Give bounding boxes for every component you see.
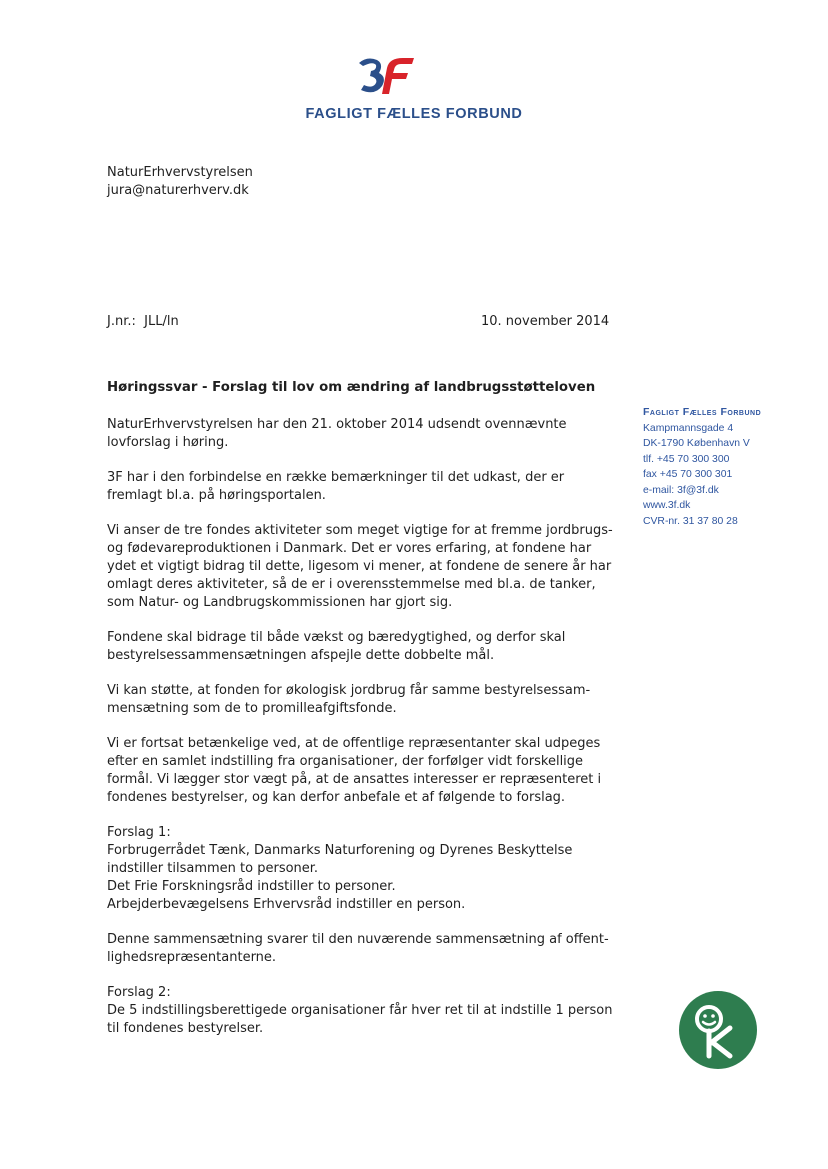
- letter-subject: Høringssvar - Forslag til lov om ændring af landbrugsstøtteloven: [107, 380, 596, 395]
- paragraph-line: som Natur- og Landbrugskommissionen har gjort sig.: [107, 595, 453, 610]
- paragraph-line: ydet et vigtigt bidrag til dette, ligesom vi mener, at fondene de senere år har: [107, 559, 612, 574]
- paragraph-line: NaturErhvervstyrelsen har den 21. oktober 2014 udsendt ovennævnte: [107, 417, 567, 432]
- paragraph: [107, 931, 617, 967]
- paragraph-line: De 5 indstillingsberettigede organisationer får hver ret til at indstille 1 person: [107, 1003, 613, 1018]
- paragraph-line: Forslag 1:: [107, 825, 171, 840]
- paragraph-line: Vi anser de tre fondes aktiviteter som meget vigtige for at fremme jordbrugs-: [107, 523, 613, 538]
- organization-name: FAGLIGT FÆLLES FORBUND: [305, 106, 523, 122]
- paragraph-line: Denne sammensætning svarer til den nuværende sammensætning af offent-: [107, 932, 609, 947]
- paragraph: [107, 522, 617, 612]
- sender-cvr: CVR-nr. 31 37 80 28: [643, 515, 738, 527]
- sender-organization: Fagligt Fælles Forbund: [643, 406, 762, 418]
- sender-email: e-mail: 3f@3f.dk: [643, 484, 719, 496]
- sender-city: DK-1790 København V: [643, 438, 750, 449]
- recipient-block: [107, 164, 253, 200]
- paragraph: [107, 469, 617, 505]
- paragraph: [107, 984, 617, 1038]
- paragraph-line: Det Frie Forskningsråd indstiller to personer.: [107, 879, 396, 894]
- journal-reference: J.nr.: JLL/ln: [107, 314, 179, 329]
- sender-address-block: [643, 405, 761, 529]
- recipient-name: NaturErhvervstyrelsen: [107, 165, 253, 180]
- paragraph-line: 3F har i den forbindelse en række bemærkninger til det udkast, der er: [107, 470, 565, 485]
- paragraph-line: omlagt deres aktiviteter, så de er i overensstemmelse med bl.a. de tanker,: [107, 577, 596, 592]
- letter-body: [107, 416, 617, 1055]
- paragraph-line: mensætning som de to promilleafgiftsfonde.: [107, 701, 397, 716]
- ok-badge: [678, 990, 758, 1070]
- paragraph-line: til fondenes bestyrelser.: [107, 1021, 264, 1036]
- sender-phone: tlf. +45 70 300 300: [643, 453, 730, 465]
- paragraph-line: lovforslag i høring.: [107, 435, 229, 450]
- paragraph-line: lighedsrepræsentanterne.: [107, 950, 277, 965]
- ok-smiley-icon: [678, 990, 758, 1070]
- paragraph-line: Fondene skal bidrage til både vækst og bæredygtighed, og derfor skal: [107, 630, 566, 645]
- paragraph-line: indstiller tilsammen to personer.: [107, 861, 319, 876]
- paragraph-line: Forslag 2:: [107, 985, 171, 1000]
- paragraph-line: Vi er fortsat betænkelige ved, at de offentlige repræsentanter skal udpeges: [107, 736, 601, 751]
- letter-date: 10. november 2014: [481, 314, 610, 329]
- paragraph-line: bestyrelsessammensætningen afspejle dette dobbelte mål.: [107, 648, 495, 663]
- paragraph: [107, 629, 617, 665]
- 3f-logo-icon: [355, 54, 417, 98]
- paragraph-line: Forbrugerrådet Tænk, Danmarks Naturforening og Dyrenes Beskyttelse: [107, 843, 573, 858]
- sender-street: Kampmannsgade 4: [643, 422, 734, 434]
- paragraph: [107, 682, 617, 718]
- paragraph-line: efter en samlet indstilling fra organisationer, der forfølger vidt forskellige: [107, 754, 584, 769]
- paragraph-line: Arbejderbevægelsens Erhvervsråd indstiller en person.: [107, 897, 466, 912]
- sender-fax: fax +45 70 300 301: [643, 469, 733, 480]
- paragraph-line: fremlagt bl.a. på høringsportalen.: [107, 488, 326, 503]
- recipient-email: jura@naturerhverv.dk: [107, 183, 249, 198]
- paragraph-line: fondenes bestyrelser, og kan derfor anbefale et af følgende to forslag.: [107, 790, 566, 805]
- 3f-logo-mark: [355, 54, 417, 98]
- paragraph-line: Vi kan støtte, at fonden for økologisk jordbrug får samme bestyrelsessam-: [107, 683, 591, 698]
- paragraph-line: formål. Vi lægger stor vægt på, at de ansattes interesser er repræsenteret i: [107, 772, 602, 787]
- paragraph: [107, 824, 617, 914]
- sender-website: www.3f.dk: [643, 500, 691, 511]
- paragraph-line: og fødevareproduktionen i Danmark. Det er vores erfaring, at fondene har: [107, 541, 592, 556]
- paragraph: [107, 416, 617, 452]
- paragraph: [107, 735, 617, 807]
